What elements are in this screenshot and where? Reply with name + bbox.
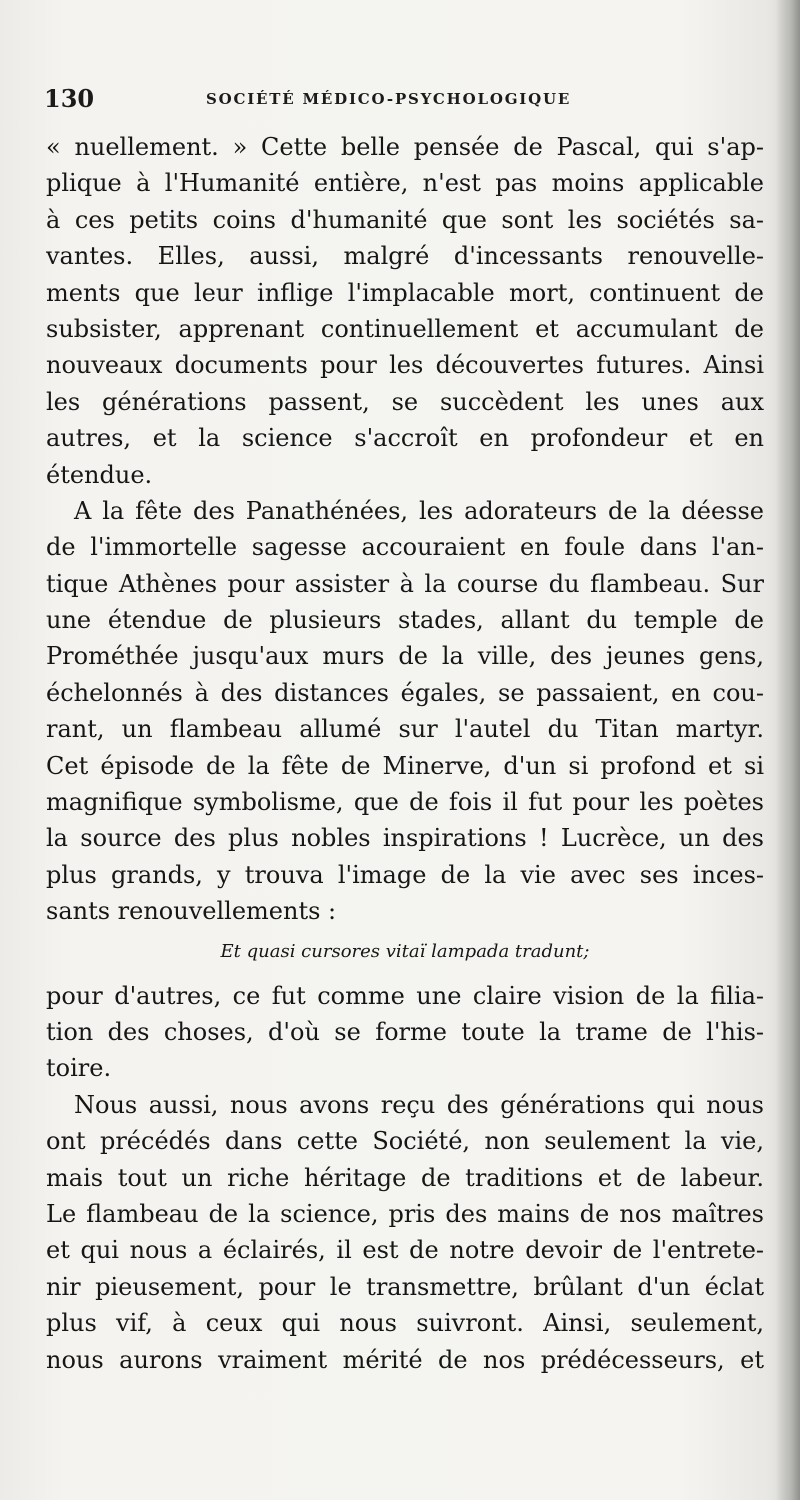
text-line: « nuellement. » Cette belle pensée de Pascal, qui s'ap- xyxy=(46,133,764,161)
text-line: les générations passent, se succèdent les unes aux xyxy=(46,387,764,416)
text-line: étendue. xyxy=(46,460,153,489)
text-line: sants renouvellements : xyxy=(46,897,337,926)
text-line: subsister, apprenant continuellement et accumulant de xyxy=(46,314,764,343)
text-line: toire. xyxy=(46,1054,112,1083)
text-line: et qui nous a éclairés, il est de notre devoir de l'entrete- xyxy=(46,1236,764,1265)
text-line: tion des choses, d'où se forme toute la trame de l'his- xyxy=(46,1017,764,1046)
page-gutter-shadow xyxy=(776,0,800,1500)
text-line: Le flambeau de la science, pris des mains de nos maîtres xyxy=(46,1199,764,1228)
text-line: nous aurons vraiment mérité de nos prédécesseurs, et xyxy=(46,1345,764,1374)
page-number: 130 xyxy=(44,84,95,113)
body-text xyxy=(46,129,764,1378)
text-line: Prométhée jusqu'aux murs de la ville, des jeunes gens, xyxy=(46,642,764,671)
text-line: à ces petits coins d'humanité que sont les sociétés sa- xyxy=(46,205,764,234)
text-line: vantes. Elles, aussi, malgré d'incessants renouvelle- xyxy=(46,242,764,271)
text-line: échelonnés à des distances égales, se passaient, en cou- xyxy=(46,678,764,707)
latin-quotation: Et quasi cursores vitaï lampada tradunt; xyxy=(220,940,590,962)
text-line: tique Athènes pour assister à la course du flambeau. Sur xyxy=(46,569,764,598)
text-line: nouveaux documents pour les découvertes futures. Ainsi xyxy=(46,351,764,380)
text-line: nir pieusement, pour le transmettre, brûlant d'un éclat xyxy=(46,1272,764,1301)
text-line: plique à l'Humanité entière, n'est pas moins applicable xyxy=(46,169,764,198)
text-line: plus grands, y trouva l'image de la vie avec ses inces- xyxy=(46,860,764,889)
text-line: de l'immortelle sagesse accouraient en foule dans l'an- xyxy=(46,533,764,562)
text-line: plus vif, à ceux qui nous suivront. Ainsi, seulement, xyxy=(46,1309,764,1338)
text-line: Cet épisode de la fête de Minerve, d'un si profond et si xyxy=(46,751,764,780)
text-line: pour d'autres, ce fut comme une claire vision de la filia- xyxy=(46,981,764,1010)
page-header xyxy=(44,84,764,120)
text-line: la source des plus nobles inspirations ! Lucrèce, un des xyxy=(46,824,764,853)
text-line: une étendue de plusieurs stades, allant du temple de xyxy=(46,606,764,635)
text-line: rant, un flambeau allumé sur l'autel du Titan martyr. xyxy=(46,715,764,744)
text-line: ont précédés dans cette Société, non seulement la vie, xyxy=(46,1127,764,1156)
text-line: mais tout un riche héritage de traditions et de labeur. xyxy=(46,1163,764,1192)
text-line: A la fête des Panathénées, les adorateurs de la déesse xyxy=(74,496,764,525)
text-line: ments que leur inflige l'implacable mort, continuent de xyxy=(46,278,764,307)
running-head: SOCIÉTÉ MÉDICO-PSYCHOLOGIQUE xyxy=(206,90,572,108)
text-line: magnifique symbolisme, que de fois il fut pour les poètes xyxy=(46,788,764,817)
text-line: Nous aussi, nous avons reçu des générations qui nous xyxy=(74,1090,764,1119)
text-line: autres, et la science s'accroît en profondeur et en xyxy=(46,424,764,453)
